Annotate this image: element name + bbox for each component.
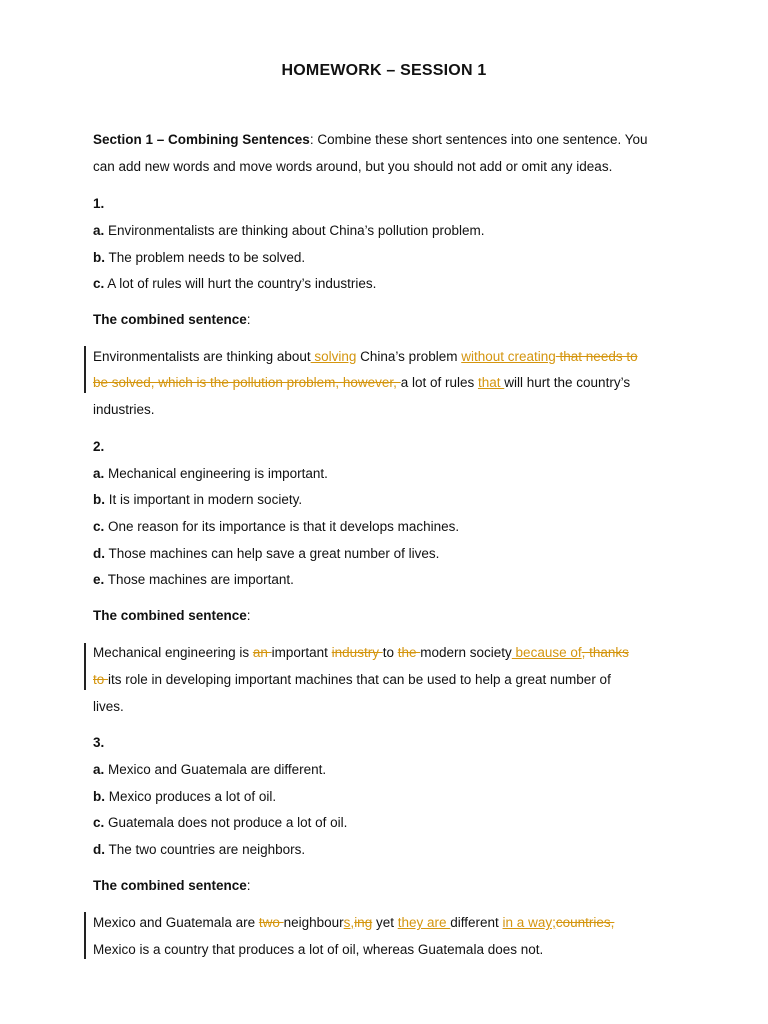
deleted-text: countries, xyxy=(555,915,615,930)
item-letter: c. xyxy=(93,276,105,291)
item-text: Those machines are important. xyxy=(104,572,294,587)
combined-colon: : xyxy=(246,608,251,623)
answer-text: will hurt the country’s xyxy=(504,375,631,390)
inserted-text: in a way; xyxy=(502,915,556,930)
deleted-text: that needs to xyxy=(555,349,638,364)
item-text: One reason for its importance is that it develops machines. xyxy=(104,519,460,534)
item-text: The two countries are neighbors. xyxy=(105,842,306,857)
q2-item-a xyxy=(93,466,328,481)
answer-text: Environmentalists are thinking about xyxy=(93,349,311,364)
inserted-text: that xyxy=(477,375,505,390)
answer-text: modern society xyxy=(420,645,512,660)
inserted-text: solving xyxy=(310,349,357,364)
q2-item-e xyxy=(93,572,294,587)
q3-combined-label xyxy=(93,878,251,893)
answer-text: its role in developing important machines that can be used to help a great number of xyxy=(108,672,611,687)
item-text: Environmentalists are thinking about China’s pollution problem. xyxy=(104,223,485,238)
q2-answer-line-1 xyxy=(93,645,629,660)
q2-item-c xyxy=(93,519,459,534)
q3-item-c xyxy=(93,815,347,830)
change-bar xyxy=(84,912,86,959)
deleted-text: the xyxy=(397,645,421,660)
answer-text: important xyxy=(271,645,332,660)
inserted-text: s, xyxy=(343,915,355,930)
q2-item-b xyxy=(93,492,302,507)
item-letter: e. xyxy=(93,572,105,587)
q1-combined-label xyxy=(93,312,251,327)
intro-line-1 xyxy=(93,132,648,147)
item-letter: d. xyxy=(93,842,105,857)
deleted-text: ing xyxy=(354,915,373,930)
page-title: HOMEWORK – SESSION 1 xyxy=(281,62,487,79)
item-text: It is important in modern society. xyxy=(105,492,303,507)
question-number-1: 1. xyxy=(93,196,105,211)
q2-answer-line-3: lives. xyxy=(93,699,124,714)
q3-answer-line-2: Mexico is a country that produces a lot of oil, whereas Guatemala does not. xyxy=(93,942,544,957)
q2-combined-label xyxy=(93,608,251,623)
item-text: Those machines can help save a great number of lives. xyxy=(105,546,440,561)
intro-text-1: : Combine these short sentences into one sentence. You xyxy=(309,132,648,147)
item-letter: c. xyxy=(93,519,105,534)
q1-item-c xyxy=(93,276,376,291)
q1-item-b xyxy=(93,250,305,265)
combined-colon: : xyxy=(246,312,251,327)
inserted-text: because of xyxy=(511,645,582,660)
item-text: The problem needs to be solved. xyxy=(105,250,306,265)
answer-text: different xyxy=(450,915,503,930)
item-letter: b. xyxy=(93,250,105,265)
answer-text: to xyxy=(382,645,398,660)
q1-answer-line-2 xyxy=(93,375,630,390)
q3-item-d xyxy=(93,842,305,857)
inserted-text: they are xyxy=(397,915,451,930)
inserted-text: without creating xyxy=(461,349,556,364)
item-letter: b. xyxy=(93,492,105,507)
q3-item-b xyxy=(93,789,276,804)
q2-item-d xyxy=(93,546,439,561)
item-text: Mexico produces a lot of oil. xyxy=(105,789,277,804)
item-text: A lot of rules will hurt the country’s industries. xyxy=(104,276,377,291)
section-heading: Section 1 – Combining Sentences xyxy=(93,132,310,147)
item-text: Guatemala does not produce a lot of oil. xyxy=(104,815,348,830)
q1-item-a xyxy=(93,223,484,238)
q1-answer-line-1 xyxy=(93,349,638,364)
answer-text: Mexico and Guatemala are xyxy=(93,915,259,930)
item-letter: a. xyxy=(93,466,105,481)
item-letter: a. xyxy=(93,762,105,777)
q3-answer-line-1 xyxy=(93,915,614,930)
answer-text: Mechanical engineering is xyxy=(93,645,253,660)
deleted-text: to xyxy=(93,672,109,687)
item-text: Mexico and Guatemala are different. xyxy=(104,762,327,777)
question-number-2: 2. xyxy=(93,439,105,454)
q3-item-a xyxy=(93,762,326,777)
combined-label: The combined sentence xyxy=(93,608,247,623)
deleted-text: be solved, which is the pollution problem, however, xyxy=(93,375,401,390)
combined-colon: : xyxy=(246,878,251,893)
answer-text: neighbour xyxy=(283,915,344,930)
combined-label: The combined sentence xyxy=(93,878,247,893)
change-bar xyxy=(84,346,86,393)
q1-answer-line-3: industries. xyxy=(93,402,155,417)
answer-text: a lot of rules xyxy=(400,375,478,390)
deleted-text: industry xyxy=(331,645,383,660)
change-bar xyxy=(84,643,86,690)
answer-text: China’s problem xyxy=(356,349,462,364)
combined-label: The combined sentence xyxy=(93,312,247,327)
item-letter: b. xyxy=(93,789,105,804)
deleted-text: an xyxy=(252,645,272,660)
deleted-text: two xyxy=(258,915,284,930)
item-letter: d. xyxy=(93,546,105,561)
question-number-3: 3. xyxy=(93,735,105,750)
item-letter: a. xyxy=(93,223,105,238)
intro-line-2: can add new words and move words around, but you should not add or omit any ideas. xyxy=(93,159,613,174)
item-letter: c. xyxy=(93,815,105,830)
item-text: Mechanical engineering is important. xyxy=(104,466,328,481)
q2-answer-line-2 xyxy=(93,672,611,687)
deleted-text: , thanks xyxy=(581,645,629,660)
answer-text: yet xyxy=(372,915,398,930)
